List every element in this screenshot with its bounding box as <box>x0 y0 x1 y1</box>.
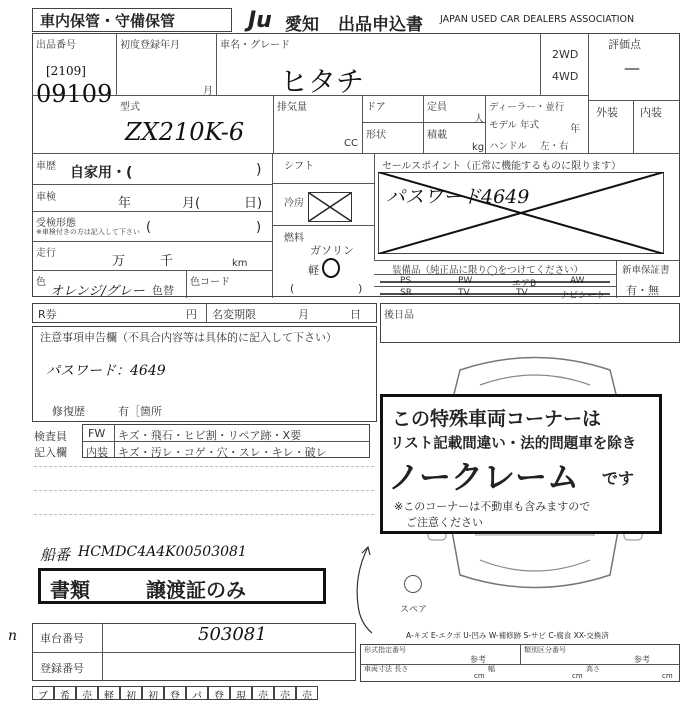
color-value: オレンジ/グレー <box>50 284 145 299</box>
history-close: ) <box>256 162 262 178</box>
footer-cell: 現 <box>230 686 252 700</box>
height-label: 高さ <box>586 665 600 673</box>
footer-cell: 希 <box>54 686 76 700</box>
later-label: 後日品 <box>384 310 414 321</box>
repair-value: 有［箇所 <box>118 405 162 418</box>
footer-cell: 売 <box>252 686 274 700</box>
special-line-1: この特殊車両コーナーは <box>392 408 602 430</box>
special-note-1: ※このコーナーは不動車も含みますので <box>394 500 591 513</box>
footer-cells <box>32 686 318 700</box>
footer-cell: 軽 <box>98 686 120 700</box>
month-unit: 月 <box>203 86 213 97</box>
yen-unit: 円 <box>186 308 197 321</box>
kg-unit: kg <box>472 142 485 153</box>
exterior-label: 外装 <box>596 106 618 119</box>
form-title: 出品申込書 <box>338 15 423 35</box>
chassis-label: 車台番号 <box>40 632 84 645</box>
name-change-label: 名変期限 <box>212 308 256 321</box>
form-spec-label: 形式指定番号 <box>364 646 406 654</box>
fuel-option: 軽 <box>308 264 319 277</box>
option-row1-2: エアB <box>512 279 537 289</box>
cc-unit: CC <box>344 138 358 149</box>
footer-cell: 売 <box>296 686 318 700</box>
notes-label: 注意事項申告欄（不具合内容等は具体的に記入して下さい） <box>40 331 337 344</box>
aircon-label: 冷房 <box>284 198 304 209</box>
width-label: 幅 <box>488 665 495 673</box>
fuel-close: ) <box>358 282 363 295</box>
color-change-label: 色替 <box>152 284 174 297</box>
name-change-month: 月 <box>298 308 309 321</box>
color-code-label: 色コード <box>190 277 230 288</box>
spare-label: スペア <box>400 605 428 615</box>
history-value: 自家用・( <box>70 165 133 181</box>
later-box <box>380 303 680 343</box>
capacity-label: 定員 <box>427 102 447 113</box>
car-name-value: ヒタチ <box>280 65 365 98</box>
warranty-value: 有・無 <box>626 284 659 297</box>
special-line-3: ノークレーム <box>388 458 580 496</box>
footer-cell: 売 <box>274 686 296 700</box>
ju-logo: Ju <box>248 8 272 33</box>
form-spec-remark: 参考 <box>470 655 486 664</box>
mileage-km: km <box>232 258 248 269</box>
cm-unit-3: cm <box>662 672 673 680</box>
damage-legend: A-キズ E-エクボ U-凹み W-補修跡 S-サビ C-腐食 XX-交換済 <box>406 631 609 640</box>
options-label: 装備品（純正品に限り◯をつけてください） <box>392 265 584 276</box>
dotted-line-1 <box>34 466 374 467</box>
fuel-label: 燃料 <box>284 233 304 244</box>
lot-bracket-number: [2109] <box>46 64 86 78</box>
fuel-circle-icon <box>322 258 340 278</box>
brand-name: 愛知 <box>285 15 319 35</box>
displacement-label: 排気量 <box>277 102 307 113</box>
footer-cell: 登 <box>164 686 186 700</box>
dotted-line-3 <box>34 514 374 515</box>
r-label: R券 <box>38 308 57 321</box>
special-line-2: リスト記載間違い・法的問題車を除き <box>390 436 637 452</box>
mileage-sen: 千 <box>160 254 174 269</box>
model-value: ZX210K-6 <box>125 118 245 146</box>
storage-label: 車内保管・守備保管 <box>40 12 176 30</box>
fuel-value: ガソリン <box>310 244 354 257</box>
warranty-label: 新車保証書 <box>622 265 670 276</box>
cm-unit-2: cm <box>572 672 583 680</box>
inspection-day: 日) <box>244 196 263 211</box>
inspector-label-1: 検査員 <box>34 430 67 443</box>
footer-cell: 登 <box>208 686 230 700</box>
form-label: 受検形態 <box>36 218 76 229</box>
length-label: 車両寸法 長さ <box>364 665 409 673</box>
option-row1-3: AW <box>570 276 585 286</box>
aircon-cross-box <box>308 192 352 222</box>
handle-label: ハンドル <box>489 141 528 152</box>
form-close: ) <box>256 220 262 235</box>
person-unit: 人 <box>474 114 484 125</box>
mileage-man: 万 <box>112 254 126 269</box>
serial-prefix: 船番 <box>40 546 71 564</box>
fw-items: キズ・飛石・ヒビ割・リペア跡・X要 <box>118 429 302 442</box>
form-note: ※車検付きの方は記入して下さい <box>36 228 140 236</box>
drive-4wd: 4WD <box>552 70 579 83</box>
history-label: 車歴 <box>36 161 56 172</box>
reg-number-label: 登録番号 <box>40 662 84 675</box>
first-reg-label: 初度登録年月 <box>120 40 180 51</box>
inspection-label: 車検 <box>36 192 56 203</box>
option-row1-1: PW <box>458 276 473 286</box>
drive-2wd: 2WD <box>552 48 579 61</box>
lot-label: 出品番号 <box>36 40 76 51</box>
documents-label: 書類 <box>50 578 90 602</box>
rating-label: 評価点 <box>608 38 641 51</box>
interior-items: キズ・汚レ・コゲ・穴・スレ・キレ・破レ <box>118 446 327 459</box>
serial-value: HCMDC4A4K00503081 <box>78 544 247 560</box>
lot-number: 09109 <box>36 80 113 108</box>
handle-value: 左・右 <box>540 141 569 152</box>
fw-label: FW <box>88 427 106 440</box>
sales-point-label: セールスポイント（正常に機能するものに限ります） <box>382 161 622 172</box>
cm-unit-1: cm <box>474 672 485 680</box>
rating-value: — <box>624 58 640 77</box>
mileage-label: 走行 <box>36 248 56 259</box>
model-label: 型式 <box>120 102 140 113</box>
option-row2-0: SR <box>400 288 412 298</box>
footer-cell: パ <box>186 686 208 700</box>
footer-cell: 売 <box>76 686 98 700</box>
car-name-label: 車名・グレード <box>220 40 290 51</box>
form-paren: ( <box>146 220 152 235</box>
door-label: ドア <box>366 102 386 113</box>
load-label: 積載 <box>427 130 447 141</box>
shift-label: シフト <box>284 161 314 172</box>
serial-arrow-icon <box>346 545 376 635</box>
sales-point-value: パスワード4649 <box>386 186 530 208</box>
documents-value: 譲渡証のみ <box>146 578 246 602</box>
interior-label: 内装 <box>640 106 662 119</box>
options-strike-icon <box>380 276 610 298</box>
association-name: JAPAN USED CAR DEALERS ASSOCIATION <box>440 14 635 25</box>
inspection-year: 年 <box>118 196 132 211</box>
footer-cell: 初 <box>142 686 164 700</box>
dealer-label: ディーラー・並行 <box>489 102 565 113</box>
option-row2-3: ナビシート <box>560 291 606 301</box>
footer-cell: ブ <box>32 686 54 700</box>
option-row1-0: PS <box>400 276 412 286</box>
chassis-value: 503081 <box>198 624 267 645</box>
inspection-month: 月( <box>182 196 201 211</box>
category-remark: 参考 <box>634 655 650 664</box>
margin-mark: n <box>8 628 18 644</box>
cross-mark-icon <box>309 193 351 221</box>
model-year-label: モデル 年式 <box>489 120 540 131</box>
color-label: 色 <box>36 277 46 288</box>
option-row2-2: TV <box>516 288 528 298</box>
interior-insp-label: 内装 <box>86 446 108 459</box>
year-unit: 年 <box>570 124 580 135</box>
fuel-paren: ( <box>290 282 295 295</box>
category-label: 類別区分番号 <box>524 646 566 654</box>
notes-value: パスワード：4649 <box>46 363 166 379</box>
shape-label: 形状 <box>366 130 386 141</box>
recycle-row <box>32 303 377 323</box>
special-note-2: ご注意ください <box>406 516 483 529</box>
name-change-day: 日 <box>350 308 361 321</box>
option-row2-1: TV <box>458 288 470 298</box>
repair-label: 修復歴 <box>52 405 85 418</box>
footer-cell: 初 <box>120 686 142 700</box>
dotted-line-2 <box>34 490 374 491</box>
special-line-3-suffix: です <box>602 469 635 488</box>
inspector-label-2: 記入欄 <box>34 446 67 459</box>
spare-tire-icon <box>404 575 422 593</box>
